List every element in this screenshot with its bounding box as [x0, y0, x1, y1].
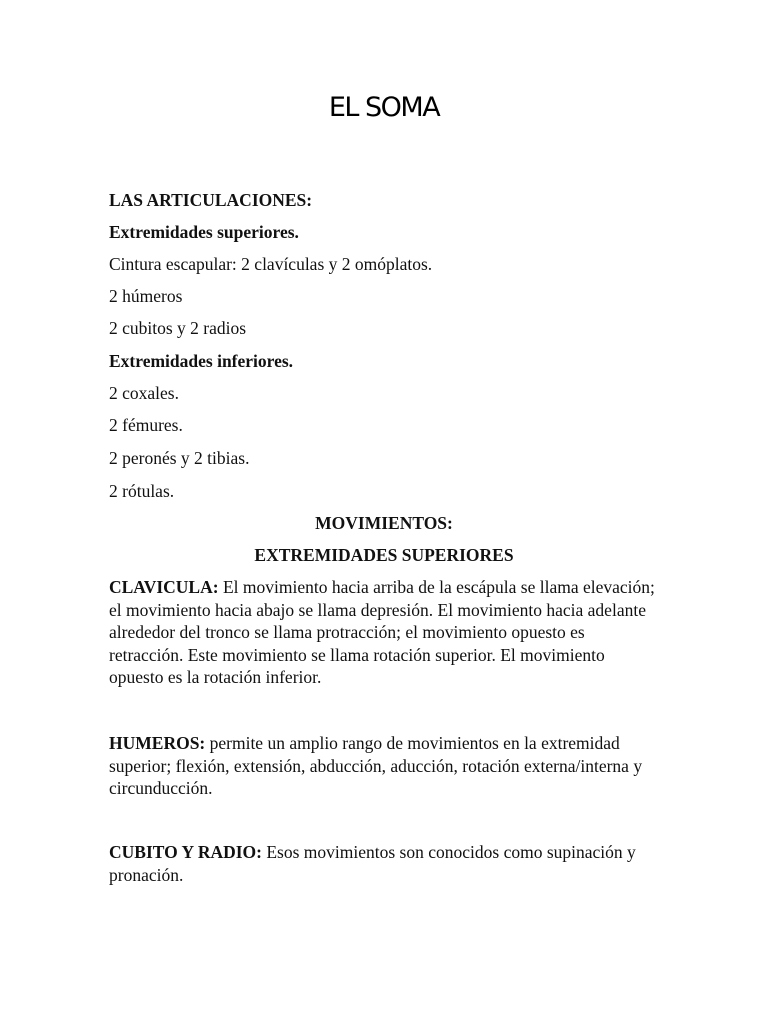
- document-title: EL SOMA: [328, 92, 440, 123]
- list-item: 2 coxales.: [109, 383, 179, 403]
- section-heading-movimientos: MOVIMIENTOS:: [315, 513, 453, 533]
- list-item: 2 húmeros: [109, 286, 183, 306]
- paragraph-term: HUMEROS:: [109, 733, 206, 753]
- paragraph-term: CLAVICULA:: [109, 577, 219, 597]
- paragraph-clavicula: [109, 576, 661, 689]
- list-item: 2 rótulas.: [109, 481, 175, 501]
- list-item: 2 peronés y 2 tibias.: [109, 448, 250, 468]
- paragraph-text: permite un amplio rango de movimientos en la extremidad superior; flexión, extensión, abducción, aducción, rotación externa/interna y circunducción.: [109, 733, 643, 798]
- paragraph-text: Esos movimientos son conocidos como supinación y pronación.: [109, 842, 636, 885]
- subheading-extremidades-superiores-movimientos: EXTREMIDADES SUPERIORES: [254, 545, 514, 565]
- subheading-extremidades-superiores: Extremidades superiores.: [109, 222, 299, 242]
- list-item: 2 cubitos y 2 radios: [109, 318, 247, 338]
- paragraph-term: CUBITO Y RADIO:: [109, 842, 262, 862]
- paragraph-cubito-y-radio: [109, 841, 661, 886]
- list-item: Cintura escapular: 2 clavículas y 2 omóplatos.: [109, 254, 433, 274]
- subheading-extremidades-inferiores: Extremidades inferiores.: [109, 351, 294, 371]
- list-item: 2 fémures.: [109, 415, 183, 435]
- section-heading-articulaciones: LAS ARTICULACIONES:: [109, 190, 313, 210]
- paragraph-text: El movimiento hacia arriba de la escápula se llama elevación; el movimiento hacia abajo se llama depresión. El movimiento hacia adelante alrededor del tronco se llama protracción; el movimiento opuesto es retracción. Este movimiento se llama rotación superior. El movimiento opuesto es la rotación inferior.: [109, 577, 655, 687]
- paragraph-humeros: [109, 732, 661, 800]
